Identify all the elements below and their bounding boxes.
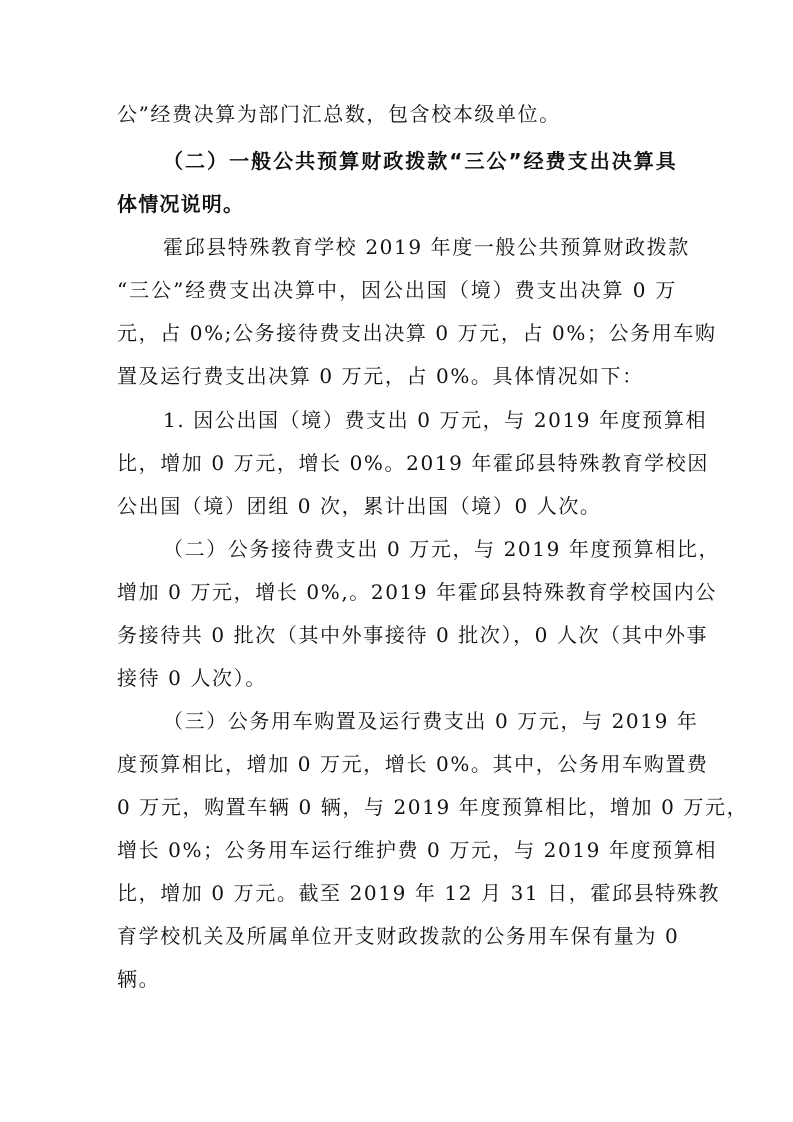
paragraph-line: 度预算相比，增加 0 万元，增长 0%。其中，公务用车购置费 (117, 752, 709, 776)
paragraph-line: 务接待共 0 批次（其中外事接待 0 批次），0 人次（其中外事 (117, 623, 709, 647)
paragraph-line: 增加 0 万元，增长 0%,。2019 年霍邱县特殊教育学校国内公 (117, 580, 717, 604)
section-heading-line: 体情况说明。 (117, 192, 245, 216)
paragraph-line: 置及运行费支出决算 0 万元，占 0%。具体情况如下： (117, 364, 644, 388)
paragraph-line: 公”经费决算为部门汇总数，包含校本级单位。 (117, 102, 561, 126)
paragraph-line: （二）公务接待费支出 0 万元，与 2019 年度预算相比， (163, 537, 721, 561)
section-heading-line: （二）一般公共预算财政拨款“三公”经费支出决算具 (163, 149, 677, 173)
paragraph-line: 公出国（境）团组 0 次，累计出国（境）0 人次。 (117, 494, 602, 518)
paragraph-line: （三）公务用车购置及运行费支出 0 万元，与 2019 年 (163, 709, 699, 733)
paragraph-line: 1. 因公出国（境）费支出 0 万元，与 2019 年度预算相 (163, 408, 708, 432)
paragraph-line: 比，增加 0 万元，增长 0%。2019 年霍邱县特殊教育学校因 (117, 451, 709, 475)
paragraph-line: 霍邱县特殊教育学校 2019 年度一般公共预算财政拨款 (163, 235, 690, 259)
paragraph-line: 辆。 (117, 967, 161, 991)
paragraph-line: 育学校机关及所属单位开支财政拨款的公务用车保有量为 0 (117, 924, 680, 948)
paragraph-line: 比，增加 0 万元。截至 2019 年 12 月 31 日，霍邱县特殊教 (117, 881, 720, 905)
paragraph-line: 接待 0 人次）。 (117, 666, 267, 690)
paragraph-line: 元，占 0%;公务接待费支出决算 0 万元，占 0%；公务用车购 (117, 321, 717, 345)
paragraph-line: 增长 0%；公务用车运行维护费 0 万元，与 2019 年度预算相 (117, 838, 717, 862)
paragraph-line: 0 万元，购置车辆 0 辆，与 2019 年度预算相比，增加 0 万元， (117, 795, 749, 819)
paragraph-line: “三公”经费支出决算中，因公出国（境）费支出决算 0 万 (117, 278, 677, 302)
